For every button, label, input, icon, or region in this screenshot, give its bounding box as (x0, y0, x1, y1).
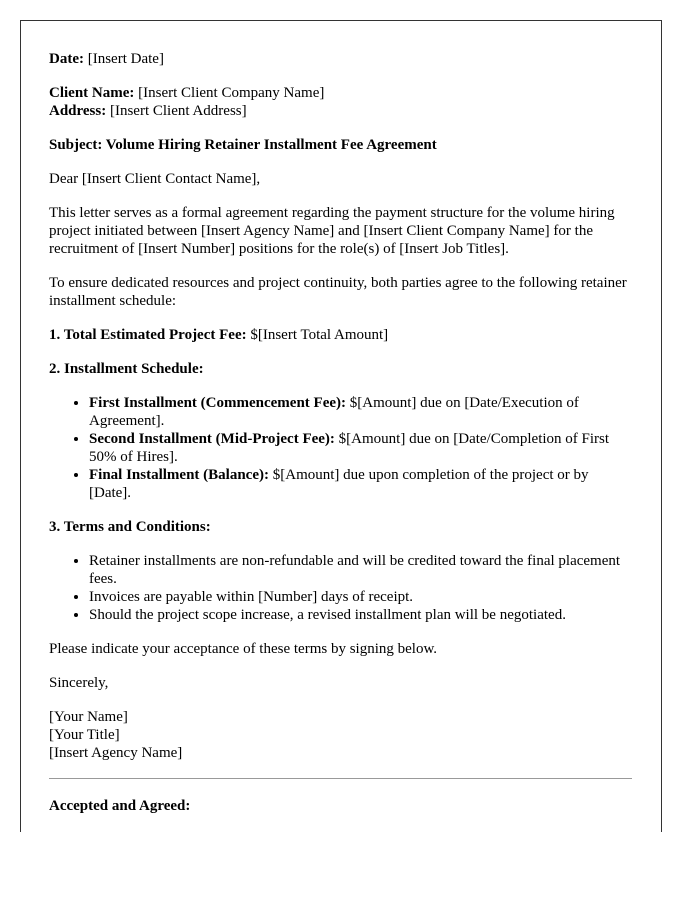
letter-document (20, 20, 662, 832)
terms-list (49, 552, 632, 624)
list-item: • Final Installment (Balance): $[Amount] due upon completion of the project or by [Date]. (89, 466, 632, 502)
list-item: • Should the project scope increase, a revised installment plan will be negotiated. (89, 606, 632, 624)
list-item: • Invoices are payable within [Number] days of receipt. (89, 588, 632, 606)
subject-line: Subject: Volume Hiring Retainer Installment Fee Agreement (49, 137, 437, 153)
accepted-heading: Accepted and Agreed: (49, 798, 191, 814)
salutation: Dear [Insert Client Contact Name], (49, 171, 261, 187)
date-line: Date: [Insert Date] (49, 51, 164, 67)
closing: Sincerely, (49, 675, 109, 691)
intro-paragraph: This letter serves as a formal agreement regarding the payment structure for the volume hiring project initiated between [Insert Agency Name] and [Insert Client Company Name] for the recruitment of [Insert Number] positions for the role(s) of [Insert Job Titles]. (49, 205, 615, 257)
terms-heading: 3. Terms and Conditions: (49, 519, 211, 535)
client-block: Client Name: [Insert Client Company Name] Address: [Insert Client Address] (49, 85, 325, 119)
intro-paragraph-2: To ensure dedicated resources and project continuity, both parties agree to the following retainer installment schedule: (49, 275, 627, 309)
divider (49, 778, 632, 779)
schedule-heading: 2. Installment Schedule: (49, 361, 204, 377)
list-item: • First Installment (Commencement Fee): $[Amount] due on [Date/Execution of Agreement]. (89, 394, 632, 430)
schedule-list (49, 394, 632, 502)
list-item: • Second Installment (Mid-Project Fee): $[Amount] due on [Date/Completion of First 50% of Hires]. (89, 430, 632, 466)
acceptance-text: Please indicate your acceptance of these terms by signing below. (49, 641, 438, 657)
total-fee: 1. Total Estimated Project Fee: $[Insert Total Amount] (49, 327, 389, 343)
signature-block: [Your Name] [Your Title] [Insert Agency Name] (49, 709, 183, 761)
list-item: • Retainer installments are non-refundable and will be credited toward the final placement fees. (89, 552, 632, 588)
